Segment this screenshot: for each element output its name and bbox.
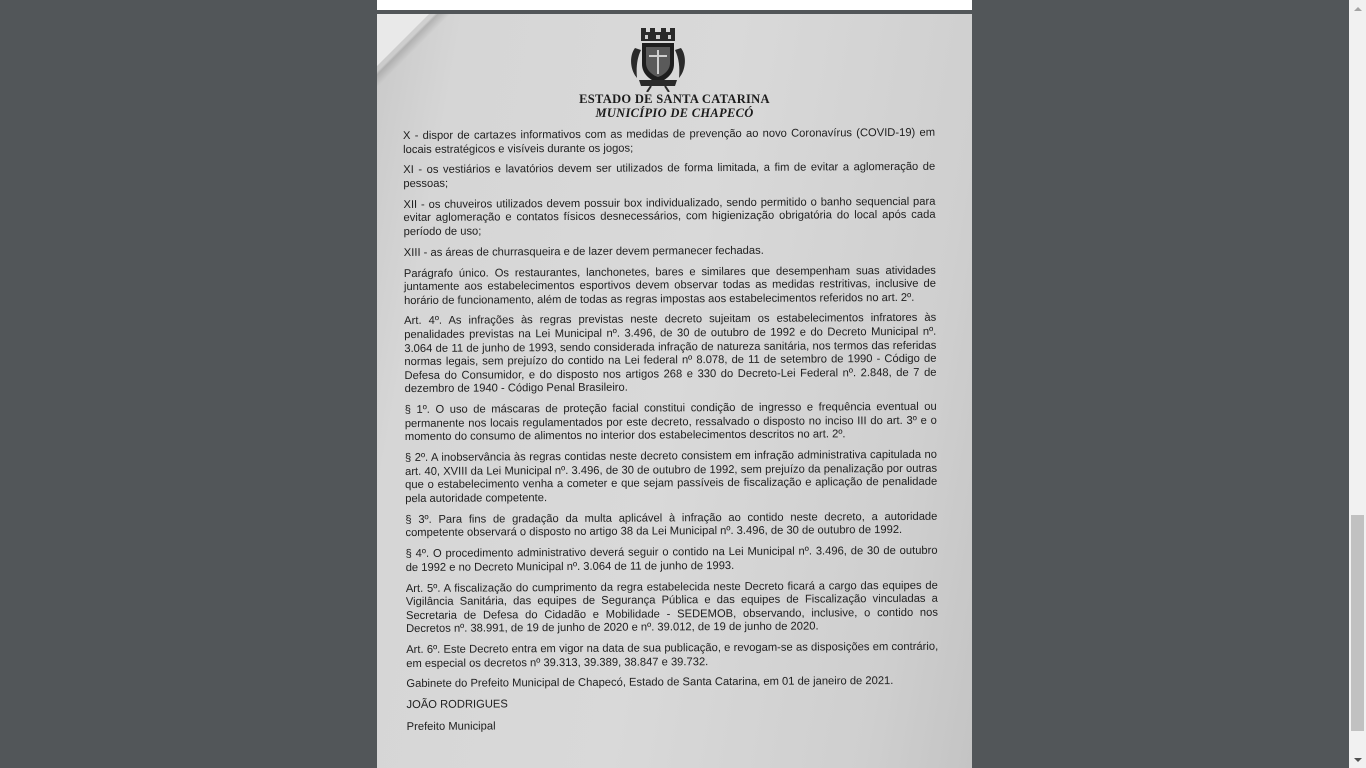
document-page xyxy=(377,14,972,768)
folded-corner-shadow xyxy=(377,14,457,94)
item-xii: XII - os chuveiros utilizados devem possuir box individualizado, sendo permitido o banho sequencial para evitar aglomeração e contatos físicos desnecessários, com higienização obrigatória do local após cada período de uso; xyxy=(403,195,936,238)
municipality-heading: MUNICÍPIO DE CHAPECÓ xyxy=(595,106,754,120)
state-heading: ESTADO DE SANTA CATARINA xyxy=(579,92,770,106)
scrollbar-thumb[interactable] xyxy=(1351,515,1364,731)
decree-body xyxy=(403,127,939,743)
signatory-title: Prefeito Municipal xyxy=(406,720,496,733)
article-4-section-1: § 1º. O uso de máscaras de proteção facial constitui condição de ingresso e frequência eventual ou permanente nos locais regulamentados por este decreto, ressalvado o disposto no inciso III do art. 3º e o momento do consumo de alimentos no interior dos estabelecimentos descritos no art. 2º. xyxy=(404,400,937,444)
closing-line: Gabinete do Prefeito Municipal de Chapecó, Estado de Santa Catarina, em 01 de janeiro de 2021. xyxy=(406,675,894,691)
vertical-scrollbar[interactable] xyxy=(1349,0,1366,768)
sole-paragraph: Parágrafo único. Os restaurantes, lanchonetes, bares e similares que desempenham suas atividades juntamente aos estabelecimentos esportivos devem observar todas as medidas restritivas, inclusive de horário de funcionamento, além de todas as regras impostas aos estabelecimentos referidos no art. 2º. xyxy=(403,264,936,307)
scroll-down-button[interactable] xyxy=(1349,751,1366,768)
article-4-section-4: § 4º. O procedimento administrativo deverá seguir o contido na Lei Municipal nº. 3.496, de 30 de outubro de 1992 e no Decreto Municipal nº. 3.064 de 11 de junho de 1993. xyxy=(405,544,938,574)
article-4: Art. 4º. As infrações às regras previstas neste decreto sujeitam os estabelecimentos infratores às penalidades previstas na Lei Municipal nº. 3.496, de 30 de outubro de 1992 e do Decreto Municipal nº. 3.064 de 11 de junho de 1993, sendo considerada infração de natureza sanitária, nos termos das referidas normas legais, sem prejuízo do contido na Lei federal nº 8.078, de 11 de setembro de 1990 - Código de Defesa do Consumidor, e do disposto nos artigos 268 e 330 do Decreto-Lei Federal nº. 2.848, de 7 de dezembro de 1940 - Código Penal Brasileiro. xyxy=(404,312,937,396)
item-x: X - dispor de cartazes informativos com as medidas de prevenção ao novo Coronavírus (COVID-19) em locais estratégicos e visíveis durante os jogos; xyxy=(403,126,936,156)
article-6: Art. 6º. Este Decreto entra em vigor na data de sua publicação, e revogam-se as disposições em contrário, em especial os decretos nº 39.313, 39.389, 38.847 e 39.732. xyxy=(406,640,939,670)
coat-of-arms-icon xyxy=(627,26,689,92)
item-xiii: XIII - as áreas de churrasqueira e de lazer devem permanecer fechadas. xyxy=(403,244,764,259)
item-xi: XI - os vestiários e lavatórios devem ser utilizados de forma limitada, a fim de evitar a aglomeração de pessoas; xyxy=(403,161,936,190)
scroll-up-button[interactable] xyxy=(1349,0,1366,17)
article-5: Art. 5º. A fiscalização do cumprimento da regra estabelecida neste Decreto ficará a cargo das equipes de Vigilância Sanitária, das equipes de Segurança Pública e das equipes de Fiscalização vinculadas a Secretaria de Defesa do Cidadão e Mobilidade - SEDEMOB, observando, inclusive, o contido nos Decretos nº. 38.991, de 19 de junho de 2020 e nº. 39.012, de 19 de junho de 2020. xyxy=(405,579,938,636)
signatory-name: JOÃO RODRIGUES xyxy=(406,698,508,712)
previous-page-edge xyxy=(377,0,972,10)
scroll-up-arrow-icon xyxy=(1354,7,1362,11)
scroll-down-arrow-icon xyxy=(1354,758,1362,762)
article-4-section-3: § 3º. Para fins de gradação da multa aplicável à infração ao contido neste decreto, a autoridade competente observará o disposto no artigo 38 da Lei Municipal nº. 3.496, de 30 de outubro de 1992. xyxy=(405,510,938,540)
article-4-section-2: § 2º. A inobservância às regras contidas neste decreto consistem em infração administrativa capitulada no art. 40, XVIII da Lei Municipal nº. 3.496, de 30 de outubro de 1992, sem prejuízo da penalização por outras que o estabelecimento venha a cometer e que sejam passíveis de fiscalização e aplicação de penalidade pela autoridade competente. xyxy=(404,448,938,505)
